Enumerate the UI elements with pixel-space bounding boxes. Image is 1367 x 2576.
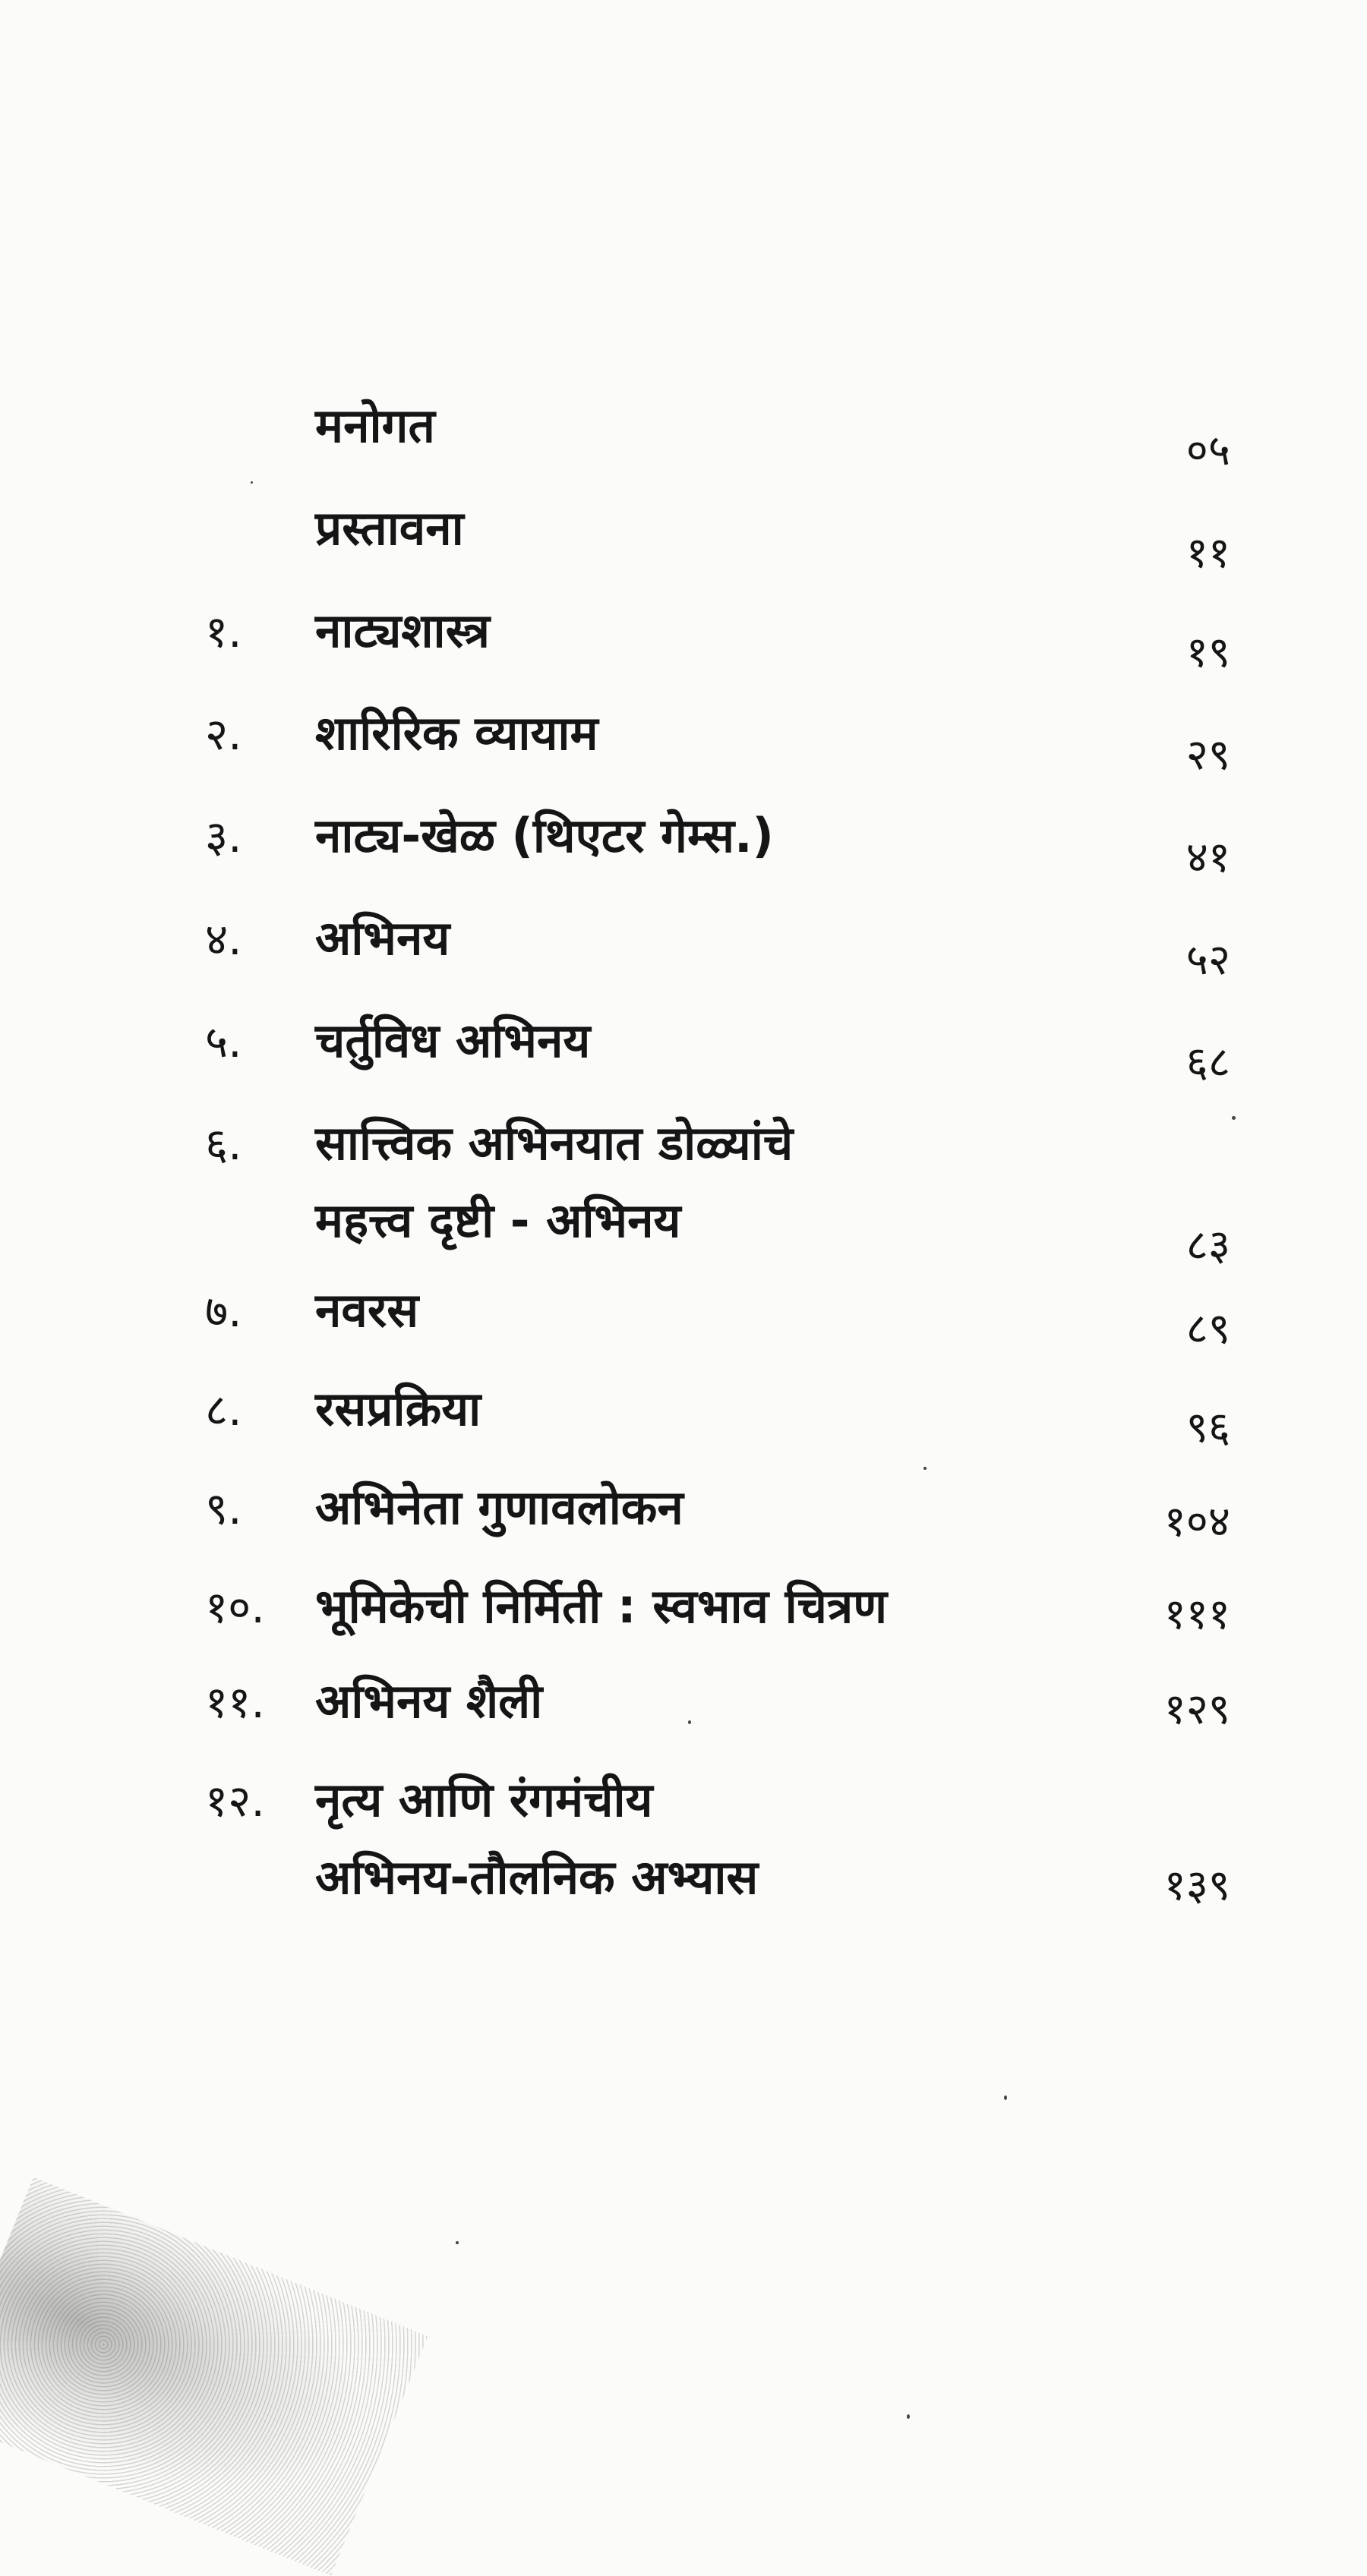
- entry-title-line: अभिनय-तौलनिक अभ्यास: [315, 1849, 759, 1905]
- entry-page-number: १११: [1163, 1590, 1230, 1639]
- entry-page-number: ०५: [1185, 426, 1230, 475]
- entry-number: ५.: [205, 1016, 242, 1067]
- entry-title-line: अभिनय: [315, 910, 450, 966]
- paper-speck: [923, 1467, 927, 1470]
- entry-title: [315, 1663, 1075, 1740]
- entry-title: [315, 797, 1075, 875]
- entry-title: [315, 1568, 1075, 1645]
- entry-number: १२.: [205, 1775, 265, 1827]
- entry-title-line: मनोगत: [315, 398, 435, 453]
- paper-speck: [251, 481, 253, 484]
- entry-number: ९.: [205, 1483, 242, 1534]
- entry-page-number: १३९: [1163, 1861, 1230, 1910]
- entry-page-number: १९: [1185, 628, 1230, 677]
- entry-number: १०.: [205, 1581, 265, 1633]
- entry-title-line: शारिरिक व्यायाम: [315, 705, 598, 761]
- entry-page-number: १२९: [1163, 1685, 1230, 1734]
- entry-title: [315, 695, 1075, 772]
- entry-title: [315, 1370, 1075, 1448]
- paper-speck: [688, 1720, 691, 1724]
- entry-title: [315, 387, 1075, 465]
- entry-page-number: ८९: [1185, 1304, 1230, 1354]
- entry-page-number: ११: [1185, 528, 1230, 578]
- entry-number: ३.: [205, 811, 242, 862]
- entry-title: [315, 490, 1075, 567]
- entry-title-line: प्रस्तावना: [315, 500, 464, 556]
- entry-title: [315, 900, 1075, 977]
- entry-title: [315, 1272, 1075, 1349]
- entry-title-line: नवरस: [315, 1282, 419, 1338]
- entry-title: [315, 592, 1075, 670]
- entry-title: [315, 1469, 1075, 1547]
- entry-title: [315, 1002, 1075, 1080]
- entry-title-line: महत्त्व दृष्टी - अभिनय: [315, 1193, 681, 1248]
- entry-number: ४.: [205, 913, 242, 965]
- entry-page-number: ८३: [1185, 1221, 1230, 1270]
- entry-title-line: नाट्य-खेळ (थिएटर गेम्स.): [315, 808, 774, 863]
- entry-page-number: ९६: [1185, 1403, 1230, 1452]
- entry-title-line: भूमिकेची निर्मिती : स्वभाव चित्रण: [315, 1578, 888, 1634]
- entry-page-number: ४१: [1185, 833, 1230, 882]
- entry-title: [315, 1105, 1075, 1260]
- entry-title-line: सात्त्विक अभिनयात डोळ्यांचे: [315, 1115, 794, 1171]
- entry-page-number: ५२: [1185, 935, 1230, 985]
- entry-number: २.: [205, 708, 242, 760]
- entry-title-line: अभिनेता गुणावलोकन: [315, 1480, 684, 1535]
- paper-speck: [1232, 1116, 1236, 1120]
- paper-speck: [456, 2241, 459, 2244]
- entry-title-line: रसप्रक्रिया: [315, 1381, 481, 1436]
- entry-number: ६.: [205, 1118, 242, 1170]
- entry-number: ८.: [205, 1384, 242, 1436]
- entry-title-line: नृत्य आणि रंगमंचीय: [315, 1772, 653, 1827]
- entry-number: ७.: [205, 1285, 242, 1337]
- entry-page-number: १०४: [1163, 1497, 1230, 1547]
- paper-speck: [907, 2414, 910, 2419]
- entry-title-line: अभिनय शैली: [315, 1673, 543, 1729]
- entry-number: १.: [205, 606, 242, 657]
- entry-title: [315, 1761, 1075, 1916]
- paper-speck: [1004, 2095, 1007, 2100]
- entry-title-line: नाट्यशास्त्र: [315, 603, 490, 658]
- entry-page-number: २९: [1185, 730, 1230, 780]
- entry-page-number: ६८: [1185, 1038, 1230, 1087]
- entry-title-line: चर्तुविध अभिनय: [315, 1013, 591, 1068]
- entry-number: ११.: [205, 1676, 265, 1728]
